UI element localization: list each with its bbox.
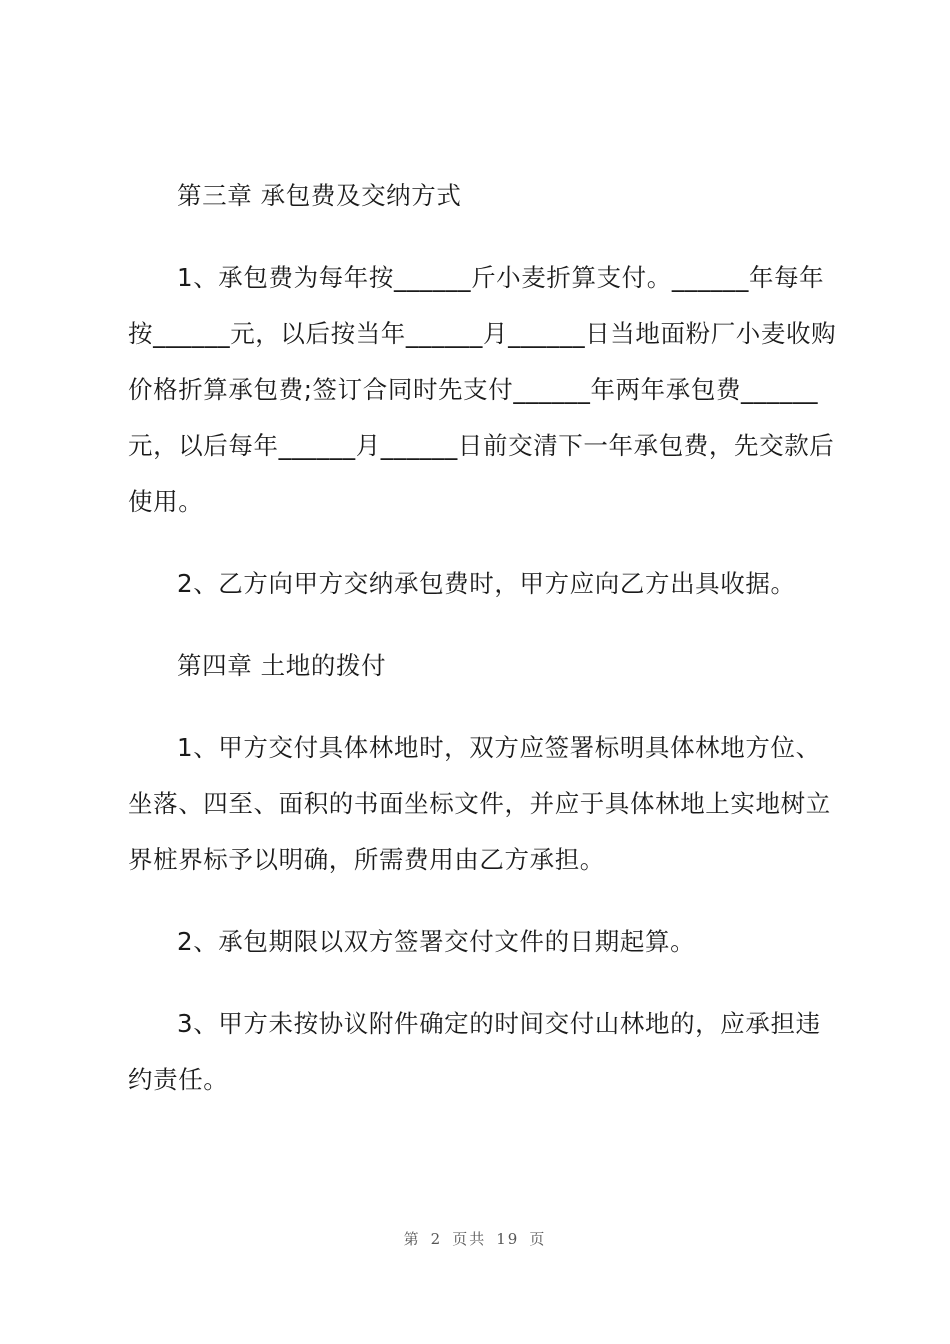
footer-middle: 页共 [452, 1230, 487, 1248]
paragraph: 3、甲方未按协议附件确定的时间交付山林地的，应承担违约责任。 [128, 1009, 821, 1094]
chapter-heading: 第三章 承包费及交纳方式 [177, 181, 462, 210]
footer-prefix: 第 [403, 1230, 421, 1248]
paragraph: 2、承包期限以双方签署交付文件的日期起算。 [177, 927, 696, 956]
page-footer [0, 1228, 950, 1249]
chapter-heading: 第四章 土地的拨付 [177, 651, 387, 680]
document-body [128, 168, 844, 1134]
paragraph: 1、承包费为每年按______斤小麦折算支付。______年每年按______元，以后按当年______月______日当地面粉厂小麦收购价格折算承包费;签订合同时先支付______年两年承包费______元，以后每年______月______日前交清下一年承包费，先交款后使用。 [128, 263, 837, 516]
paragraph: 2、乙方向甲方交纳承包费时，甲方应向乙方出具收据。 [177, 569, 796, 598]
footer-total-pages: 19 [496, 1230, 520, 1248]
footer-suffix: 页 [529, 1230, 547, 1248]
paragraph: 1、甲方交付具体林地时，双方应签署标明具体林地方位、坐落、四至、面积的书面坐标文件，并应于具体林地上实地树立界桩界标予以明确，所需费用由乙方承担。 [128, 733, 831, 874]
footer-current-page: 2 [430, 1230, 443, 1248]
